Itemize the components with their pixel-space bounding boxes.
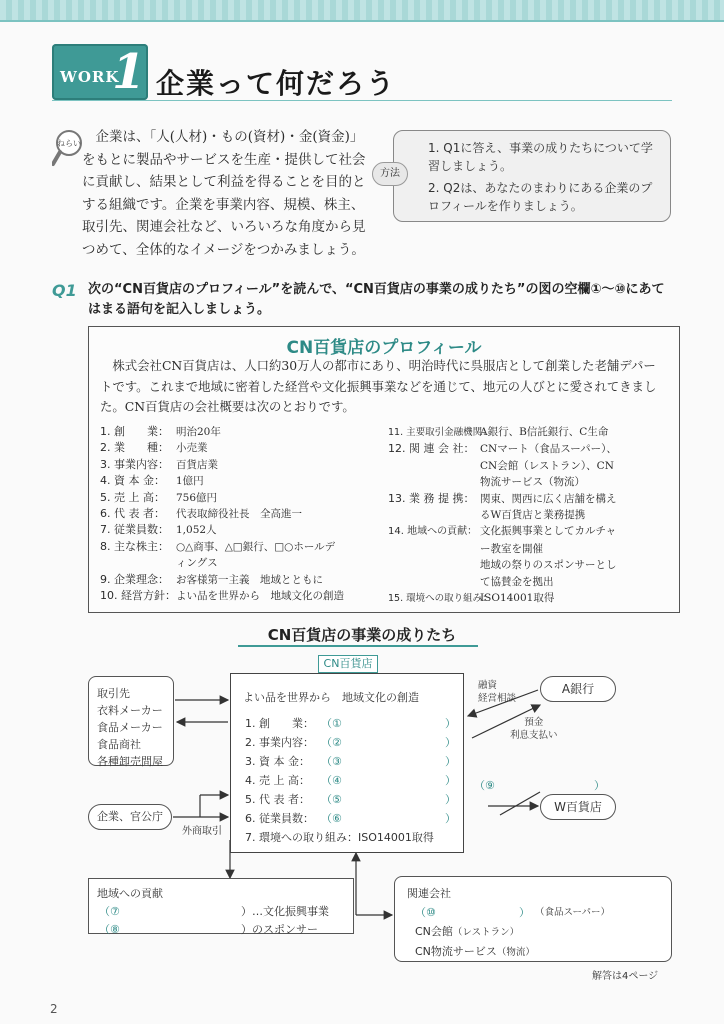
cn-store-rows (245, 714, 459, 847)
diagram-title: CN百貨店の事業の成りたち (267, 626, 457, 644)
cn-store-row: 2. 事業内容： （② ） (245, 736, 456, 749)
profile-row: CN会館（レストラン）、CN (480, 459, 614, 472)
bank-label: A銀行 (561, 682, 595, 696)
profile-row: 1. 創 業： 明治20年 (100, 425, 221, 438)
gov-label: 企業、官公庁 (97, 810, 163, 823)
affiliate-row: CN会館（レストラン） (415, 925, 520, 938)
work-badge-number: 1 (112, 44, 146, 100)
profile-row: 11. 主要取引金融機関：A銀行、B信託銀行、C生命 (388, 426, 609, 438)
cn-store-row: 7. 環境への取り組み：ISO14001取得 (245, 831, 434, 844)
profile-title: CN百貨店のプロフィール (286, 338, 482, 358)
profile-row: 7. 従業員数： 1,052人 (100, 523, 217, 537)
cn-store-policy: よい品を世界から 地域文化の創造 (243, 691, 419, 704)
bank-arrow-label-interest: 利息支払い (510, 730, 558, 741)
q1-text: 次の“CN百貨店のプロフィール”を読んで、“CN百貨店の事業の成りたち”の図の空欄①〜⑩にあてはまる語句を記入しましょう。 (88, 282, 665, 317)
profile-row: 地域の祭りのスポンサーとし (480, 559, 617, 572)
profile-row: 2. 業 種： 小売業 (100, 441, 208, 455)
supplier-item: 食品商社 (97, 738, 141, 751)
affiliate-row: （⑩ ） （食品スーパー） (415, 906, 611, 919)
profile-row: 6. 代 表 者： 代表取締役社長 全高進一 (100, 507, 302, 521)
cn-store-label: CN百貨店 (318, 655, 378, 673)
page-number: 2 (50, 1002, 58, 1016)
profile-row: 10. 経営方針：よい品を世界から 地域文化の創造 (100, 589, 344, 603)
supplier-item: 各種卸売問屋 (97, 755, 163, 768)
profile-row: 5. 売 上 高： 756億円 (100, 490, 218, 504)
bank-arrow-bottom (510, 716, 558, 742)
suppliers-box (88, 676, 174, 766)
aim-paragraph: 企業は、「人(人材)・もの(資材)・金(資金)」をもとに製品やサービスを生産・提供して社会に貢献し、結果として利益を得ることを目的とする組織です。企業を事業内容、規模、株主、取引先、関連会社など、いろいろな角度から見つめて、全体的なイメージをつかみましょう。 (82, 129, 366, 258)
bank-arrow-label-consult: 経営相談 (478, 693, 517, 704)
cn-store-row: 5. 代 表 者： （⑤ ） (245, 793, 456, 806)
cn-store-row: 6. 従業員数： （⑥ ） (245, 812, 456, 825)
answer-note: 解答は4ページ (592, 971, 659, 982)
affiliate-row: CN物流サービス（物流） (415, 945, 535, 958)
gov-arrow-label: 外商取引 (182, 826, 222, 837)
community-box (88, 878, 354, 934)
profile-row: 15. 環境への取り組み：ISO14001取得 (388, 592, 555, 605)
bank-arrow-label-deposit: 預金 (524, 717, 544, 728)
blank-9-open: （⑨ (474, 779, 495, 792)
community-title: 地域への貢献 (97, 887, 163, 900)
profile-row: 物流サービス（物流） (480, 476, 585, 489)
profile-row: 14. 地域への貢献： 文化振興事業としてカルチャ (388, 525, 617, 538)
gov-box (88, 804, 172, 830)
profile-row: 13. 業 務 提 携： 関東、関西に広く店舗を構え (388, 491, 617, 505)
profile-row: 4. 資 本 金： 1億円 (100, 474, 204, 488)
profile-row: ー教室を開催 (480, 542, 543, 555)
blank-9-close: ） (594, 779, 605, 792)
q1-label: Q1 (52, 281, 77, 300)
bank-box (540, 676, 616, 702)
community-row: （⑦ ）…文化振興事業 (99, 905, 329, 918)
suppliers-title: 取引先 (97, 687, 130, 700)
profile-row: 3. 事業内容： 百貨店業 (100, 457, 218, 471)
method-icon: 方法 (372, 162, 408, 186)
profile-row: るW百貨店と業務提携 (480, 509, 586, 522)
affiliates-title: 関連会社 (407, 887, 451, 900)
method-item-2: 2. Q2は、あなたのまわりにある企業のプロフィールを作りましょう。 (428, 181, 653, 213)
w-store-box (540, 794, 616, 820)
profile-row: 8. 主な株主： ○△商事、△□銀行、□○ホールデ (100, 539, 336, 553)
profile-row: ィングス (176, 557, 218, 570)
work-badge-word: WORK (60, 68, 120, 86)
profile-intro: 株式会社CN百貨店は、人口約30万人の都市にあり、明治時代に呉服店として創業した老舗デパートです。これまで地域に密着した経営や文化振興事業などを通じて、地元の人びとに愛されてきました。CN百貨店の会社概要は次のとおりです。 (100, 358, 657, 414)
supplier-item: 衣料メーカー (97, 704, 163, 717)
community-row: （⑧ ）のスポンサー (99, 923, 318, 936)
profile-row: 9. 企業理念： お客様第一主義 地域とともに (100, 572, 323, 586)
cn-store-row: 4. 売 上 高： （④ ） (245, 774, 456, 787)
aim-icon-label: ねらい (57, 139, 81, 148)
cn-store-row: 3. 資 本 金： （③ ） (245, 755, 456, 768)
cn-store-row: 1. 創 業： （① ） (245, 717, 456, 730)
cn-store-box (230, 673, 464, 853)
affiliates-box (394, 876, 672, 962)
method-item-1: 1. Q1に答え、事業の成りたちについて学習しましょう。 (428, 141, 653, 173)
profile-row: て協賛金を拠出 (480, 575, 554, 588)
bank-arrow-top (478, 679, 516, 705)
page-title: 企業って何だろう (156, 67, 397, 100)
profile-row: 12. 関 連 会 社： CNマート（食品スーパー）、 (388, 442, 617, 456)
w-store-label: W百貨店 (554, 800, 602, 814)
supplier-item: 食品メーカー (97, 721, 163, 734)
bank-arrow-label-finance: 融資 (478, 680, 498, 691)
